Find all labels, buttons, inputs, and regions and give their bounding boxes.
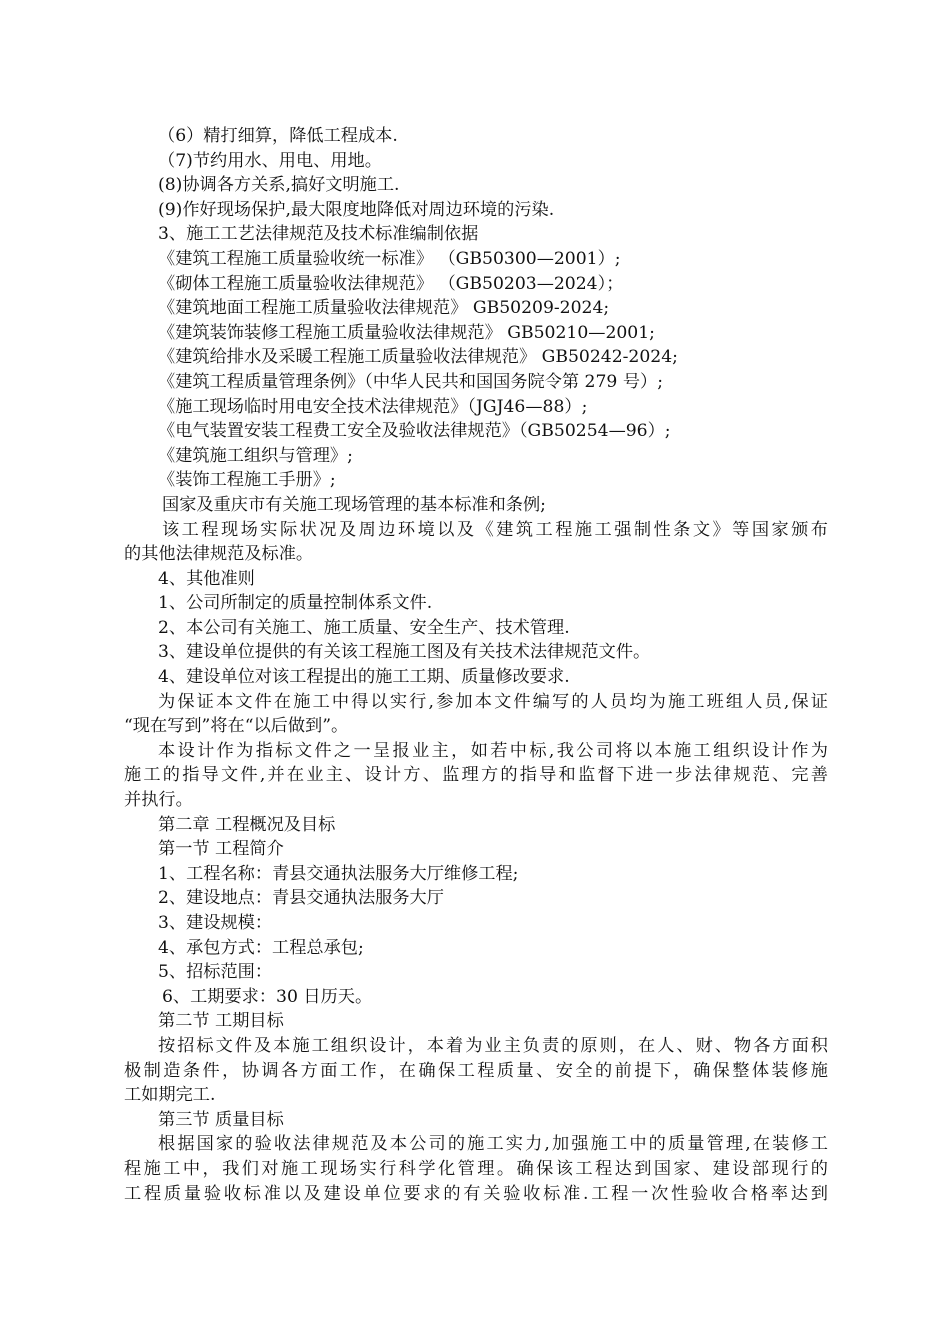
text-line: 3、施工工艺法律规范及技术标准编制依据 <box>158 224 479 245</box>
text-line: 《建筑装饰装修工程施工质量验收法律规范》 GB50210—2001; <box>158 322 655 343</box>
text-line: 根据国家的验收法律规范及本公司的施工实力,加强施工中的质量管理,在装修工 <box>158 1134 828 1155</box>
text-line: 《砌体工程施工质量验收法律规范》 （GB50203—2024）； <box>158 273 624 294</box>
text-line: 施工的指导文件,并在业主、设计方、监理方的指导和监督下进一步法律规范、完善 <box>124 765 828 786</box>
text-line: 的其他法律规范及标准。 <box>124 544 314 565</box>
text-line: （7)节约用水、用电、用地。 <box>158 150 382 171</box>
text-line: （6）精打细算，降低工程成本. <box>158 126 398 146</box>
text-line: 4、承包方式：工程总承包; <box>158 937 364 958</box>
text-line: 第一节 工程简介 <box>158 839 284 860</box>
text-line: 《建筑工程施工质量验收统一标准》 （GB50300—2001）; <box>158 248 621 269</box>
document-body <box>124 124 828 1206</box>
text-line: 第三节 质量目标 <box>158 1109 284 1130</box>
text-line: 按招标文件及本施工组织设计，本着为业主负责的原则，在人、财、物各方面积 <box>158 1035 828 1056</box>
text-line: 《建筑施工组织与管理》; <box>158 445 353 466</box>
text-line: 2、本公司有关施工、施工质量、安全生产、技术管理. <box>158 617 570 638</box>
text-line: “现在写到”将在“以后做到”。 <box>124 716 349 737</box>
text-line: 为保证本文件在施工中得以实行,参加本文件编写的人员均为施工班组人员,保证 <box>158 691 828 712</box>
text-line: 《电气装置安装工程费工安全及验收法律规范》（GB50254—96）; <box>158 421 671 442</box>
text-line: 程施工中，我们对施工现场实行科学化管理。确保该工程达到国家、建设部现行的 <box>124 1158 828 1179</box>
text-line: 4、建设单位对该工程提出的施工工期、质量修改要求. <box>158 667 570 688</box>
text-line: 第二节 工期目标 <box>158 1011 284 1032</box>
text-line: 3、建设规模： <box>158 913 273 933</box>
text-line: 本设计作为指标文件之一呈报业主，如若中标,我公司将以本施工组织设计作为 <box>158 740 828 761</box>
text-line: 2、建设地点：青县交通执法服务大厅 <box>158 888 444 909</box>
text-line: 5、招标范围： <box>158 962 273 983</box>
text-line: 3、建设单位提供的有关该工程施工图及有关技术法律规范文件。 <box>158 642 651 663</box>
text-line: 并执行。 <box>124 790 193 811</box>
text-line: 《建筑工程质量管理条例》（中华人民共和国国务院令第 279 号）; <box>158 371 663 392</box>
text-line: 《施工现场临时用电安全技术法律规范》（JGJ46—88）; <box>158 396 588 417</box>
text-line: 极制造条件，协调各方面工作，在确保工程质量、安全的前提下，确保整体装修施 <box>124 1060 828 1081</box>
text-line: 该工程现场实际状况及周边环境以及《建筑工程施工强制性条文》等国家颁布 <box>162 519 828 540</box>
text-line: 1、公司所制定的质量控制体系文件. <box>158 593 433 614</box>
text-line: (9)作好现场保护,最大限度地降低对周边环境的污染. <box>158 199 555 220</box>
text-line: 《装饰工程施工手册》; <box>158 470 336 491</box>
text-line: (8)协调各方关系,搞好文明施工. <box>158 175 400 196</box>
text-line: 国家及重庆市有关施工现场管理的基本标准和条例; <box>162 494 546 515</box>
text-line: 4、其他准则 <box>158 568 255 589</box>
text-line: 《建筑给排水及采暖工程施工质量验收法律规范》 GB50242-2024; <box>158 347 678 368</box>
text-line: 第二章 工程概况及目标 <box>158 814 336 835</box>
text-line: 工如期完工. <box>124 1085 216 1106</box>
text-line: 6、工期要求：30 日历天。 <box>162 986 373 1007</box>
text-line: 《建筑地面工程施工质量验收法律规范》 GB50209-2024; <box>158 298 610 319</box>
text-line: 1、工程名称：青县交通执法服务大厅维修工程; <box>158 863 519 884</box>
text-line: 工程质量验收标准以及建设单位要求的有关验收标准.工程一次性验收合格率达到 <box>124 1183 828 1204</box>
